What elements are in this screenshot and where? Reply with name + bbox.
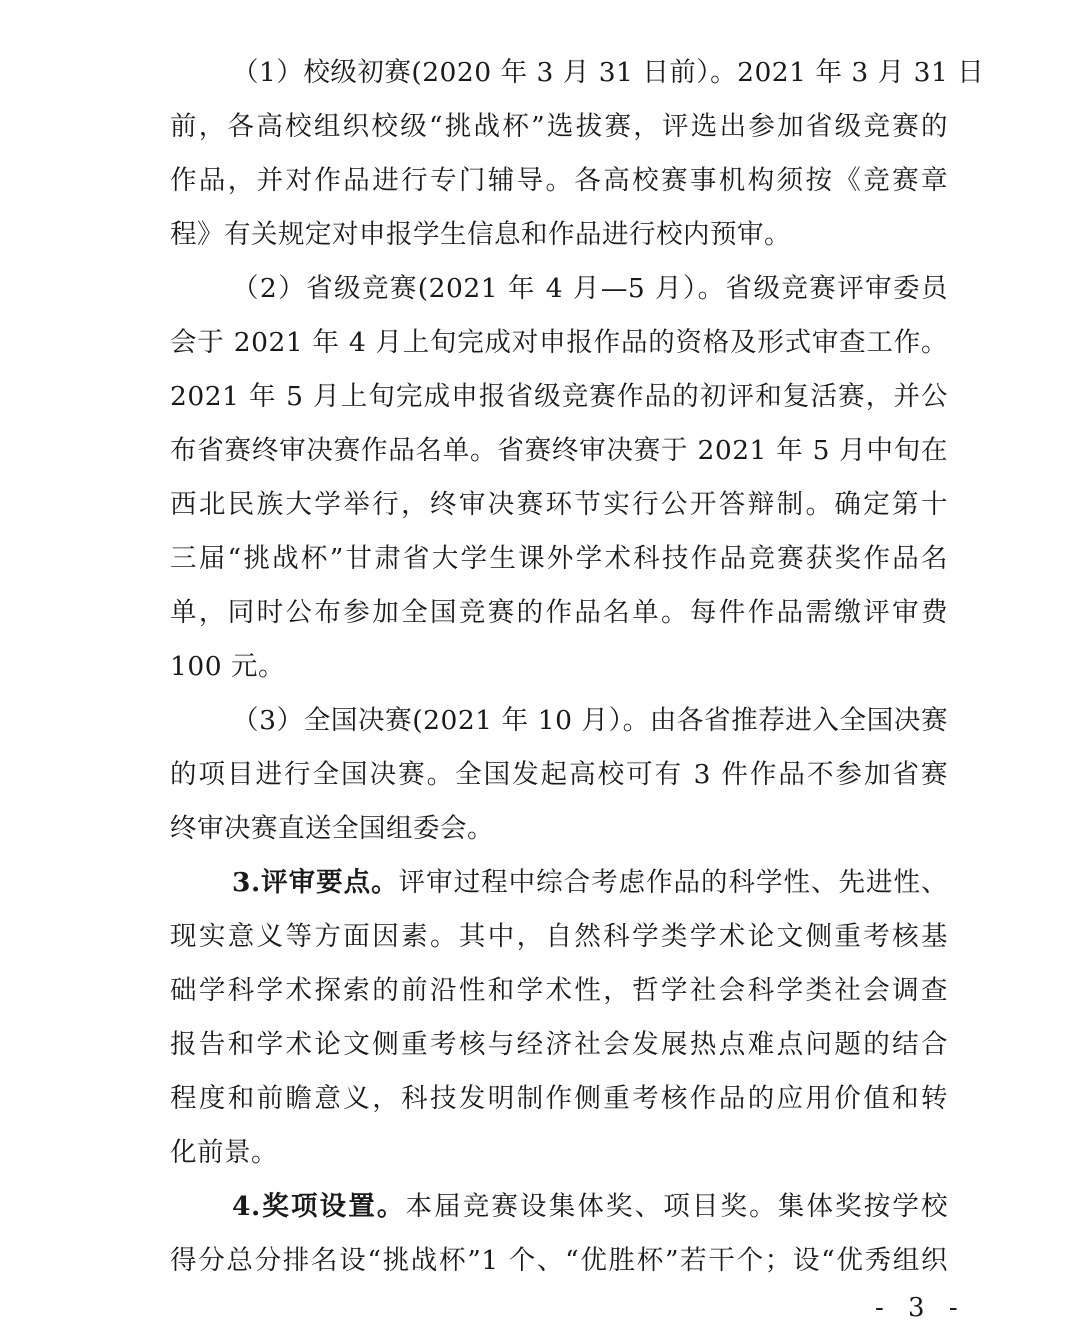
paragraph-1-line-1: （1）校级初赛(2020 年 3 月 31 日前）。2021 年 3 月 31 日 — [232, 57, 985, 88]
paragraph-4-line-3: 础学科学术探索的前沿性和学术性，哲学社会科学类社会调查 — [170, 975, 948, 1006]
section-4-heading: 4.奖项设置。 — [232, 1191, 406, 1222]
paragraph-2-line-4: 布省赛终审决赛作品名单。省赛终审决赛于 2021 年 5 月中旬在 — [170, 435, 948, 466]
paragraph-4-line-4: 报告和学术论文侧重考核与经济社会发展热点难点问题的结合 — [170, 1029, 948, 1060]
paragraph-2-line-5: 西北民族大学举行，终审决赛环节实行公开答辩制。确定第十 — [170, 489, 948, 520]
paragraph-2-line-2: 会于 2021 年 4 月上旬完成对申报作品的资格及形式审查工作。 — [170, 327, 948, 358]
paragraph-3-line-1: （3）全国决赛(2021 年 10 月）。由各省推荐进入全国决赛 — [232, 705, 948, 736]
paragraph-2-line-7: 单，同时公布参加全国竞赛的作品名单。每件作品需缴评审费 — [170, 597, 948, 628]
paragraph-2-line-1: （2）省级竞赛(2021 年 4 月—5 月）。省级竞赛评审委员 — [232, 273, 948, 304]
section-4-first-line — [232, 1189, 948, 1225]
paragraph-1-line-4: 程》有关规定对申报学生信息和作品进行校内预审。 — [170, 219, 791, 250]
paragraph-3-line-2: 的项目进行全国决赛。全国发起高校可有 3 件作品不参加省赛 — [170, 759, 948, 790]
paragraph-1-line-3: 作品，并对作品进行专门辅导。各高校赛事机构须按《竞赛章 — [170, 165, 948, 196]
paragraph-4-line-2: 现实意义等方面因素。其中，自然科学类学术论文侧重考核基 — [170, 921, 948, 952]
section-3-heading: 3.评审要点。 — [232, 867, 399, 898]
paragraph-4-line-6: 化前景。 — [170, 1137, 278, 1168]
paragraph-2-line-3: 2021 年 5 月上旬完成申报省级竞赛作品的初评和复活赛，并公 — [170, 381, 948, 412]
page-number: - 3 - — [875, 1293, 966, 1323]
section-4-first-line-text: 本届竞赛设集体奖、项目奖。集体奖按学校 — [405, 1191, 948, 1222]
section-3-first-line — [232, 865, 948, 901]
paragraph-2-line-8: 100 元。 — [170, 651, 286, 682]
paragraph-4-line-5: 程度和前瞻意义，科技发明制作侧重考核作品的应用价值和转 — [170, 1083, 948, 1114]
section-3-first-line-text: 评审过程中综合考虑作品的科学性、先进性、 — [398, 867, 948, 898]
paragraph-2-line-6: 三届“挑战杯”甘肃省大学生课外学术科技作品竞赛获奖作品名 — [170, 543, 948, 574]
paragraph-5-line-2: 得分总分排名设“挑战杯”1 个、“优胜杯”若干个；设“优秀组织 — [170, 1245, 948, 1276]
paragraph-3-line-3: 终审决赛直送全国组委会。 — [170, 813, 494, 844]
paragraph-1-line-2: 前，各高校组织校级“挑战杯”选拔赛，评选出参加省级竞赛的 — [170, 111, 948, 142]
